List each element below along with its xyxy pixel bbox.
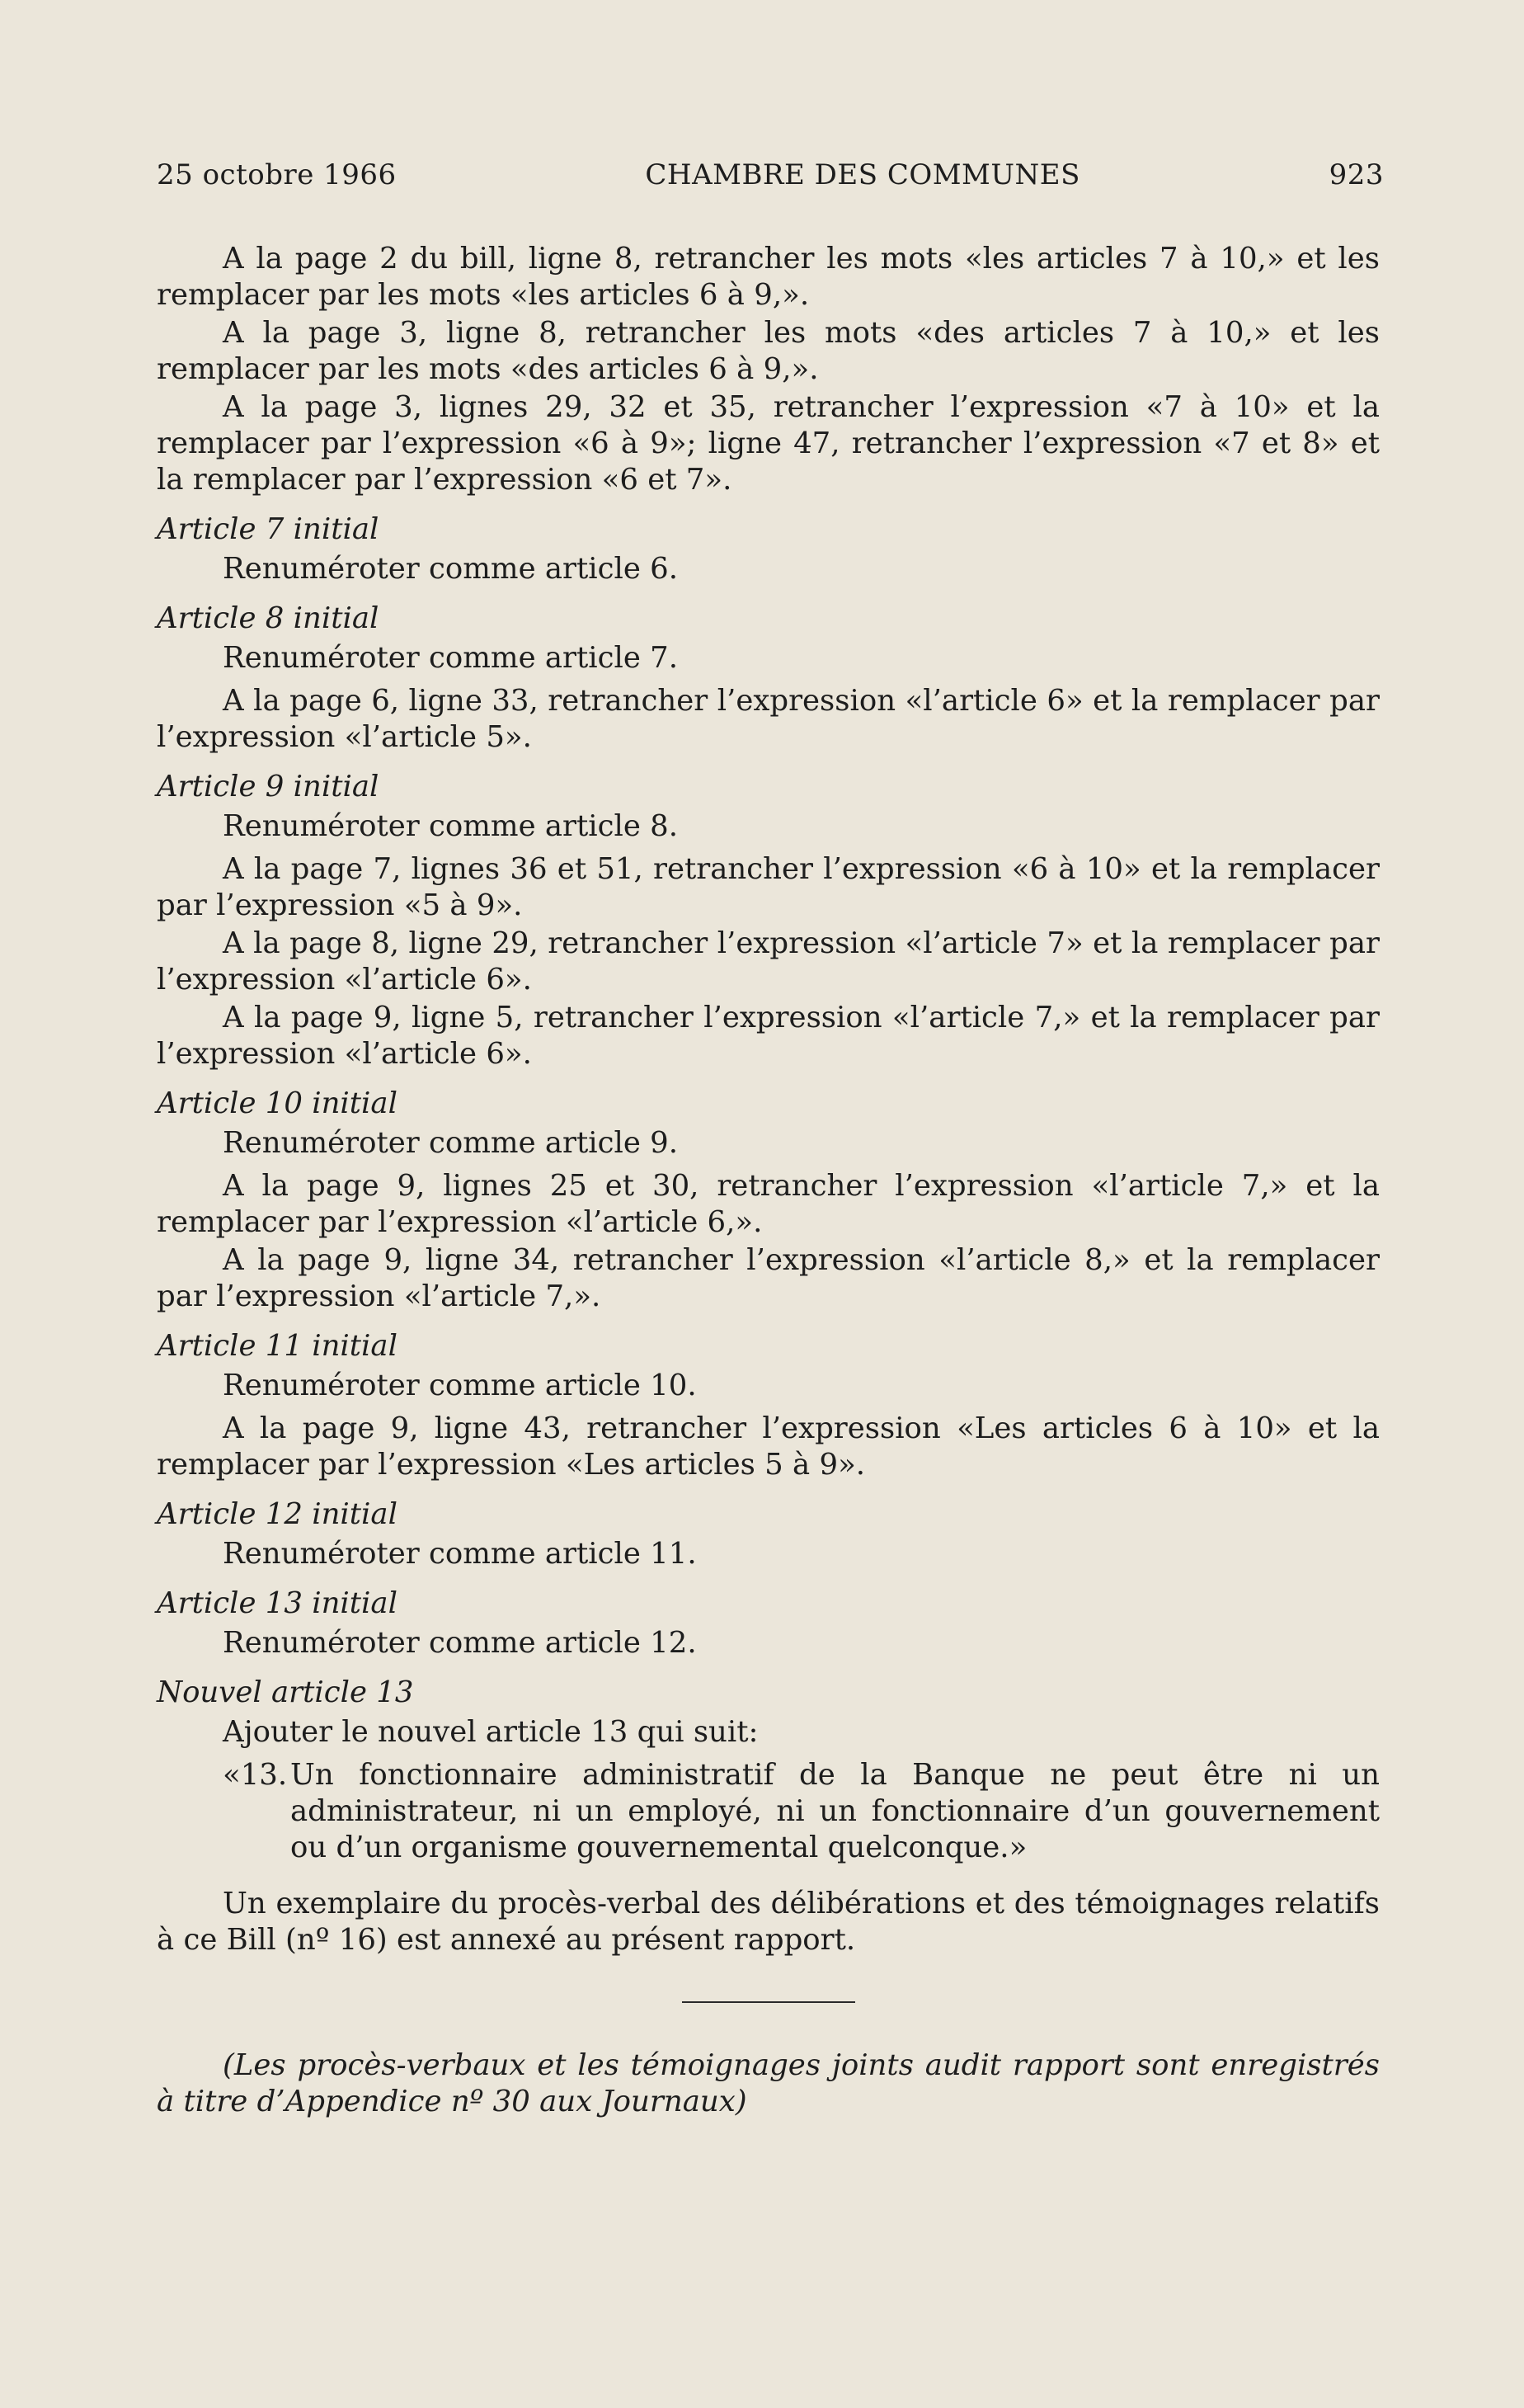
paragraph: A la page 7, lignes 36 et 51, retrancher l’expression «6 à 10» et la remplacer par l’expression «5 à 9». — [157, 852, 1380, 922]
quoted-article — [223, 1757, 1380, 1866]
page-header — [157, 158, 1384, 191]
instruction: Renuméroter comme article 6. — [223, 552, 679, 586]
page-number: 923 — [1329, 158, 1384, 191]
section-divider — [682, 2001, 855, 2003]
report-body — [157, 241, 1380, 2120]
article-heading: Article 7 initial — [157, 512, 379, 546]
article-heading: Article 10 initial — [157, 1086, 397, 1120]
article-heading: Article 13 initial — [157, 1586, 397, 1620]
article-heading: Article 12 initial — [157, 1497, 397, 1531]
paragraph: A la page 3, ligne 8, retrancher les mots «des articles 7 à 10,» et les remplacer par les mots «des articles 6 à 9,». — [157, 316, 1380, 386]
quoted-article-text: Un fonctionnaire administratif de la Banque ne peut être ni un administrateur, ni un employé, ni un fonctionnaire d’un gouvernement ou d’un organisme gouvernemental quelconque.» — [290, 1758, 1380, 1864]
instruction: Renuméroter comme article 8. — [223, 809, 679, 843]
paragraph: A la page 9, ligne 34, retrancher l’expression «l’article 8,» et la remplacer par l’expression «l’article 7,». — [157, 1243, 1380, 1313]
article-heading: Nouvel article 13 — [157, 1675, 414, 1709]
paragraph: Un exemplaire du procès-verbal des délibérations et des témoignages relatifs à ce Bill (nº 16) est annexé au présent rapport. — [157, 1887, 1380, 1957]
paragraph: A la page 9, ligne 5, retrancher l’expression «l’article 7,» et la remplacer par l’expression «l’article 6». — [157, 1001, 1380, 1071]
paragraph: A la page 3, lignes 29, 32 et 35, retrancher l’expression «7 à 10» et la remplacer par l’expression «6 à 9»; ligne 47, retrancher l’expression «7 et 8» et la remplacer par l’expression «6 et 7». — [157, 390, 1380, 497]
paragraph: A la page 6, ligne 33, retrancher l’expression «l’article 6» et la remplacer par l’expression «l’article 5». — [157, 684, 1380, 754]
article-heading: Article 8 initial — [157, 601, 379, 635]
paragraph: A la page 2 du bill, ligne 8, retrancher les mots «les articles 7 à 10,» et les remplacer par les mots «les articles 6 à 9,». — [157, 242, 1380, 312]
paragraph: A la page 8, ligne 29, retrancher l’expression «l’article 7» et la remplacer par l’expression «l’article 6». — [157, 926, 1380, 997]
header-date: 25 octobre 1966 — [157, 158, 397, 191]
paragraph: A la page 9, lignes 25 et 30, retrancher l’expression «l’article 7,» et la remplacer par l’expression «l’article 6,». — [157, 1169, 1380, 1239]
quoted-article-number: «13. — [223, 1758, 288, 1792]
instruction: Renuméroter comme article 9. — [223, 1126, 679, 1160]
header-title: CHAMBRE DES COMMUNES — [645, 158, 1080, 191]
appendix-note: (Les procès-verbaux et les témoignages joints audit rapport sont enregistrés à titre d’Appendice nº 30 aux Journaux) — [157, 2048, 1380, 2118]
instruction: Renuméroter comme article 10. — [223, 1369, 697, 1402]
instruction: Renuméroter comme article 11. — [223, 1537, 697, 1571]
paragraph: A la page 9, ligne 43, retrancher l’expression «Les articles 6 à 10» et la remplacer par l’expression «Les articles 5 à 9». — [157, 1411, 1380, 1482]
article-heading: Article 9 initial — [157, 770, 379, 803]
instruction: Renuméroter comme article 12. — [223, 1626, 697, 1660]
article-heading: Article 11 initial — [157, 1329, 397, 1363]
instruction: Ajouter le nouvel article 13 qui suit: — [223, 1715, 759, 1749]
instruction: Renuméroter comme article 7. — [223, 641, 679, 675]
